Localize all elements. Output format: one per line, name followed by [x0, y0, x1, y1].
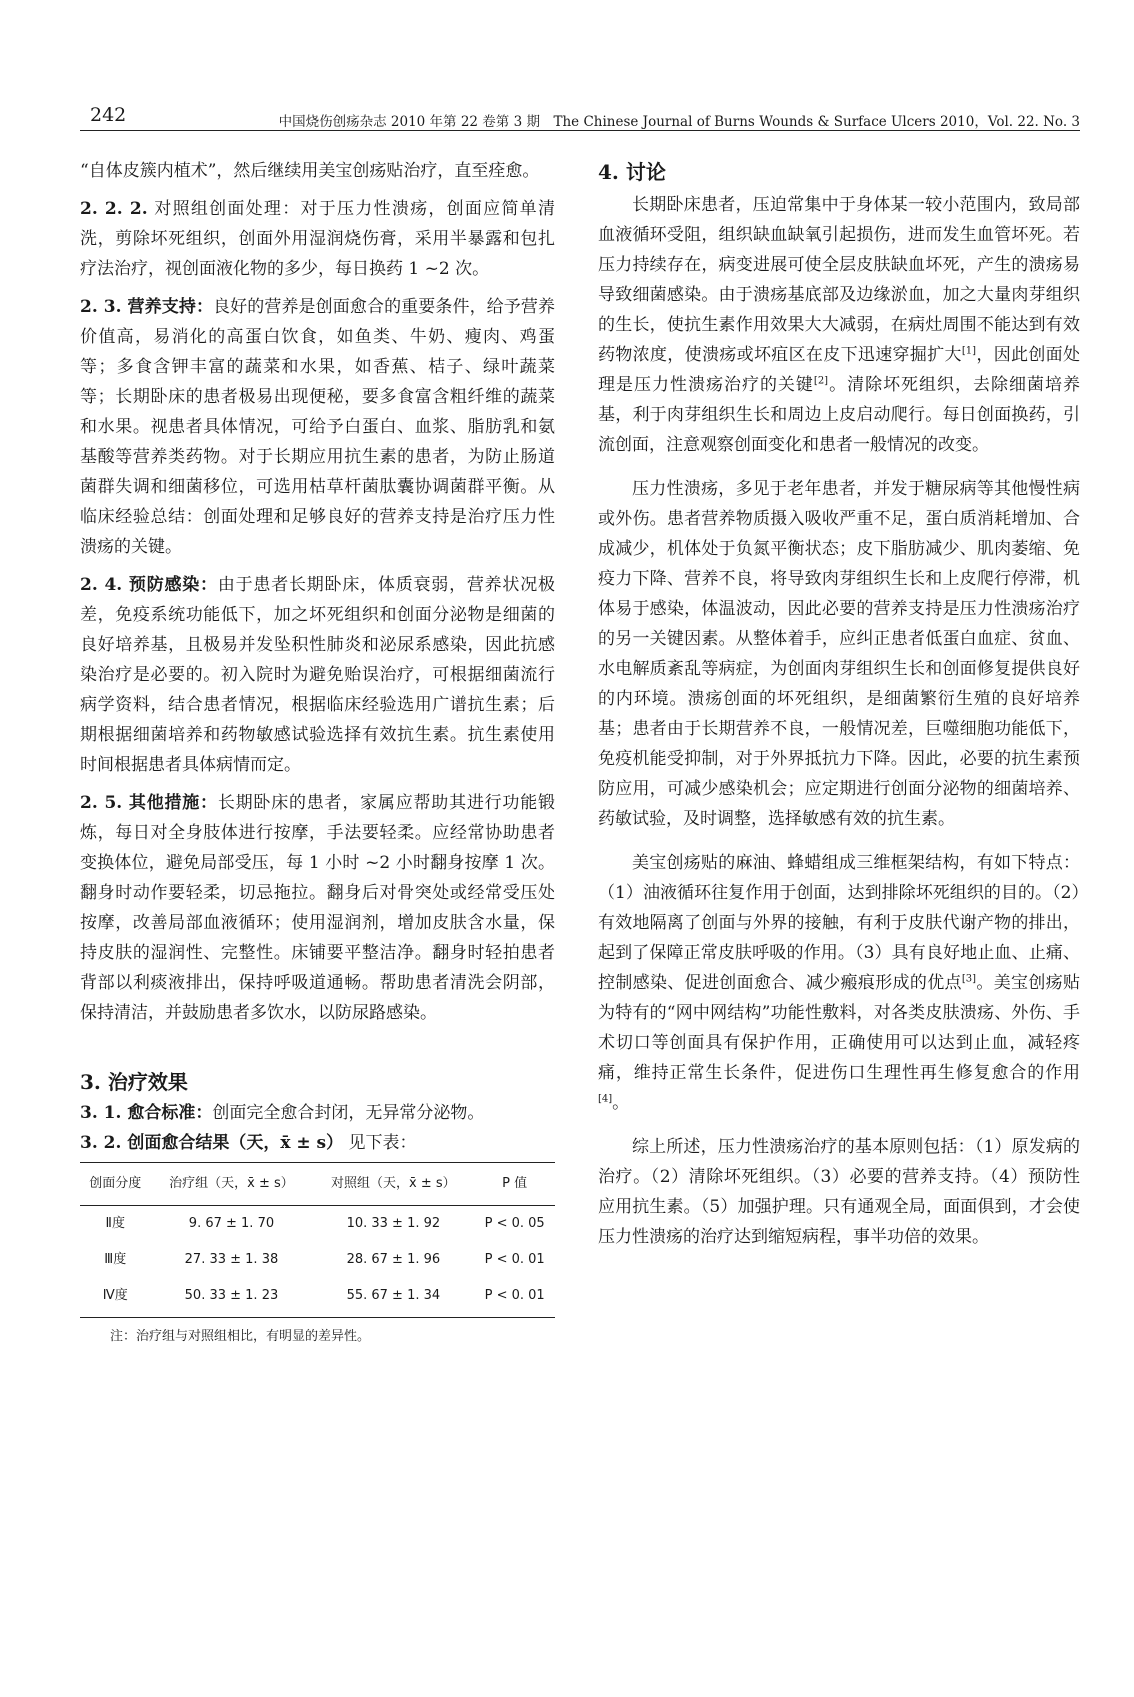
section-4-title: 4. 讨论 [598, 160, 666, 184]
table-cell: 9. 67 ± 1. 70 [188, 1216, 275, 1231]
table-cell: Ⅲ度 [104, 1252, 127, 1267]
table-cell: 27. 33 ± 1. 38 [184, 1252, 279, 1267]
table-header-row [80, 1163, 555, 1206]
healing-results-table [80, 1162, 555, 1318]
table-cell: 50. 33 ± 1. 23 [151, 1278, 313, 1318]
paragraph-2-2-2 [80, 194, 555, 284]
paragraph-2-5 [80, 788, 555, 1028]
paragraph-text: 。清除坏死组织，去除细菌培养基，利于肉芽组织生长和周边上皮启动爬行。每日创面换药，引流创面，注意观察创面变化和患者一般情况的改变。 [598, 375, 1081, 455]
table-cell: 10. 33 ± 1. 92 [346, 1216, 441, 1231]
paragraph-text: 见下表： [343, 1133, 417, 1153]
table-header: P 值 [474, 1163, 555, 1206]
paragraph-text: 长期卧床患者，压迫常集中于身体某一较小范围内，致局部血液循环受阻，组织缺血缺氧引起损伤，进而发生血管坏死。若压力持续存在，病变进展可使全层皮肤缺血坏死，产生的溃疡易导致细菌感染。由于溃疡基底部及边缘淤血，加之大量肉芽组织的生长，使抗生素作用效果大大减弱，在病灶周围不能达到有效药物浓度，使溃疡或坏疽区在皮下迅速穿掘扩大 [598, 195, 1080, 365]
table-cell: 55. 67 ± 1. 34 [312, 1278, 474, 1318]
discussion-paragraph-4: 综上所述，压力性溃疡治疗的基本原则包括：（1）原发病的治疗。（2）清除坏死组织。（3）必要的营养支持。（4）预防性应用抗生素。（5）加强护理。只有通观全局，面面俱到，才会使压力性溃疡的治疗达到缩短病程，事半功倍的效果。 [598, 1137, 1080, 1247]
section-heading: 2. 3. 营养支持： [80, 297, 214, 317]
section-heading: 2. 4. 预防感染： [80, 575, 218, 595]
page-number: 242 [90, 104, 127, 126]
paragraph-text: 对照组创面处理：对于压力性溃疡，创面应简单清洗，剪除坏死组织，创面外用湿润烧伤膏，采用半暴露和包扎疗法治疗，视创面液化物的多少，每日换药 1 ~2 次。 [80, 199, 556, 279]
table-row [80, 1278, 555, 1318]
table-row [80, 1242, 555, 1278]
paragraph-text: 美宝创疡贴的麻油、蜂蜡组成三维框架结构，有如下特点：（1）油液循环往复作用于创面，达到排除坏死组织的目的。（2）有效地隔离了创面与外界的接触，有利于皮肤代谢产物的排出，起到了保障正常皮肤呼吸的作用。（3）具有良好地止血、止痛、控制感染、促进创面愈合、减少瘢痕形成的优点 [598, 853, 1080, 993]
citation: [4] [598, 1093, 613, 1105]
section-heading: 3. 2. 创面愈合结果（天，x̄ ± s） [80, 1133, 344, 1153]
table-row [80, 1206, 555, 1243]
section-heading: 3. 1. 愈合标准： [80, 1103, 213, 1123]
running-header [80, 104, 1080, 131]
paragraph-3-2 [80, 1128, 555, 1158]
table-cell: P < 0. 01 [484, 1252, 545, 1267]
right-column [598, 156, 1080, 1252]
paragraph-3-1 [80, 1098, 555, 1128]
table-header: 对照组（天，x̄ ± s） [312, 1163, 474, 1206]
paragraph-continuation: “自体皮簇内植术”，然后继续用美宝创疡贴治疗，直至痊愈。 [80, 161, 540, 181]
citation: [2] [813, 375, 829, 387]
citation: [1] [961, 345, 977, 357]
paragraph-text: 由于患者长期卧床，体质衰弱，营养状况极差，免疫系统功能低下，加之坏死组织和创面分泌物是细菌的良好培养基，且极易并发坠积性肺炎和泌尿系感染，因此抗感染治疗是必要的。初入院时为避免贻误治疗，可根据细菌流行病学资料，结合患者情况，根据临床经验选用广谱抗生素；后期根据细菌培养和药物敏感试验选择有效抗生素。抗生素使用时间根据患者具体病情而定。 [80, 575, 555, 775]
paragraph-text: 。美宝创疡贴为特有的“网中网结构”功能性敷料，对各类皮肤溃疡、外伤、手术切口等创面具有保护作用，正确使用可以达到止血，减轻疼痛，维持正常生长条件，促进伤口生理性再生修复愈合的作用 [598, 973, 1081, 1083]
paragraph-text: 良好的营养是创面愈合的重要条件，给予营养价值高，易消化的高蛋白饮食，如鱼类、牛奶、瘦肉、鸡蛋等；多食含钾丰富的蔬菜和水果，如香蕉、桔子、绿叶蔬菜等；长期卧床的患者极易出现便秘，要多食富含粗纤维的蔬菜和水果。视患者具体情况，可给予白蛋白、血浆、脂肪乳和氨基酸等营养类药物。对于长期应用抗生素的患者，为防止肠道菌群失调和细菌移位，可选用枯草杆菌肽囊协调菌群平衡。从临床经验总结：创面处理和足够良好的营养支持是治疗压力性溃疡的关键。 [80, 297, 555, 557]
table-cell: 28. 67 ± 1. 96 [346, 1252, 441, 1267]
section-heading: 2. 5. 其他措施： [80, 793, 218, 813]
citation: [3] [961, 973, 977, 985]
section-number: 2. 2. 2. [80, 199, 148, 219]
paragraph-text: ，因此创面处理是压力性溃疡治疗的关键 [598, 345, 1081, 395]
paragraph-text: 创面完全愈合封闭，无异常分泌物。 [212, 1103, 485, 1123]
table-note: 注：治疗组与对照组相比，有明显的差异性。 [110, 1329, 371, 1344]
table-cell: Ⅱ度 [105, 1216, 125, 1231]
table-cell: Ⅳ度 [80, 1278, 151, 1318]
discussion-paragraph-1 [598, 190, 1080, 460]
left-column [80, 156, 555, 1348]
paragraph-text: 。 [612, 1093, 630, 1113]
section-3-title: 3. 治疗效果 [80, 1070, 188, 1094]
paragraph-text: 长期卧床的患者，家属应帮助其进行功能锻炼，每日对全身肢体进行按摩，手法要轻柔。应经常协助患者变换体位，避免局部受压，每 1 小时 ~2 小时翻身按摩 1 次。翻身时动作要轻柔，切忌拖拉。翻身后对骨突处或经常受压处按摩，改善局部血液循环；使用湿润剂，增加皮肤含水量，保持皮肤的湿润性、完整性。床铺要平整洁净。翻身时轻拍患者背部以利痰液排出，保持呼吸道通畅。帮助患者清洗会阴部，保持清洁，并鼓励患者多饮水，以防尿路感染。 [80, 793, 555, 1023]
discussion-paragraph-3 [598, 848, 1080, 1118]
table-cell: P < 0. 01 [474, 1278, 555, 1318]
table-header: 创面分度 [80, 1163, 151, 1206]
table-cell: P < 0. 05 [484, 1216, 545, 1231]
paragraph-2-3 [80, 292, 555, 562]
paragraph-2-4 [80, 570, 555, 780]
table-header: 治疗组（天，x̄ ± s） [151, 1163, 313, 1206]
journal-running-head: 中国烧伤创疡杂志 2010 年第 22 卷第 3 期 The Chinese Journal of Burns Wounds & Surface Ulcers 2010，Vol. 22. No. 3 [278, 114, 1080, 130]
discussion-paragraph-2: 压力性溃疡，多见于老年患者，并发于糖尿病等其他慢性病或外伤。患者营养物质摄入吸收严重不足，蛋白质消耗增加、合成减少，机体处于负氮平衡状态；皮下脂肪减少、肌肉萎缩、免疫力下降、营养不良，将导致肉芽组织生长和上皮爬行停滞，机体易于感染，体温波动，因此必要的营养支持是压力性溃疡治疗的另一关键因素。从整体着手，应纠正患者低蛋白血症、贫血、水电解质紊乱等病症，为创面肉芽组织生长和创面修复提供良好的内环境。溃疡创面的坏死组织，是细菌繁衍生殖的良好培养基；患者由于长期营养不良，一般情况差，巨噬细胞功能低下，免疫机能受抑制，对于外界抵抗力下降。因此，必要的抗生素预防应用，可减少感染机会；应定期进行创面分泌物的细菌培养、药敏试验，及时调整，选择敏感有效的抗生素。 [598, 479, 1080, 829]
